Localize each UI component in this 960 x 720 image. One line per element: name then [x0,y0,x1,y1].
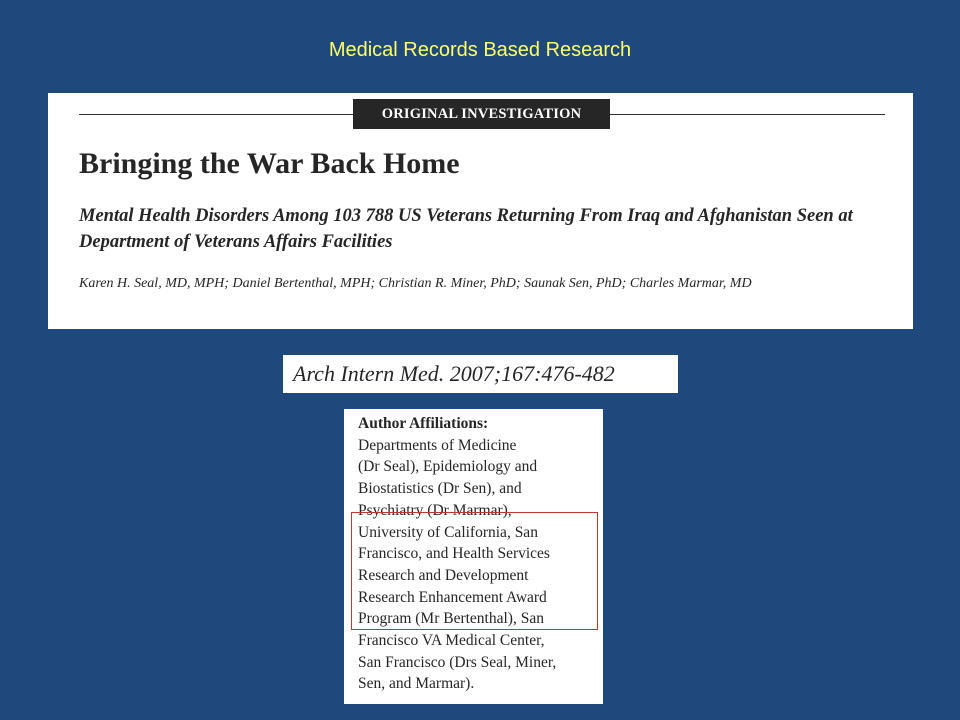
slide-title: Medical Records Based Research [328,39,632,61]
affiliation-line: Departments of Medicine [358,436,517,454]
affiliation-line: Francisco, and Health Services [358,545,550,563]
header-rule-right [610,114,885,115]
affiliation-line: Biostatistics (Dr Sen), and [358,480,522,498]
affiliation-line: Program (Mr Bertenthal), San [358,610,544,628]
article-authors: Karen H. Seal, MD, MPH; Daniel Bertenthal, MPH; Christian R. Miner, PhD; Saunak Sen, PhD; Charles Marmar, MD [79,276,752,291]
affiliation-line: Research Enhancement Award [358,588,547,606]
affiliation-line: Research and Development [358,566,529,584]
affiliation-line: Francisco VA Medical Center, [358,632,545,650]
journal-citation: Arch Intern Med. 2007;167:476-482 [293,361,615,386]
affiliation-line: Psychiatry (Dr Marmar), [358,501,512,519]
affiliation-line: University of California, San [358,523,538,541]
affiliation-line: (Dr Seal), Epidemiology and [358,458,538,476]
article-header-image [48,93,913,329]
article-subtitle: Mental Health Disorders Among 103 788 US Veterans Returning From Iraq and Afghanistan Seen at Department of Veterans Affairs Facilities [79,206,853,252]
article-title: Bringing the War Back Home [79,147,460,180]
affiliation-line: San Francisco (Drs Seal, Miner, [358,653,557,671]
affiliations-heading: Author Affiliations: [358,415,489,432]
section-label: ORIGINAL INVESTIGATION [353,99,610,129]
citation-box [283,355,678,393]
highlight-box [351,512,598,630]
header-rule-left [79,114,353,115]
affiliation-line: Sen, and Marmar). [358,675,475,693]
